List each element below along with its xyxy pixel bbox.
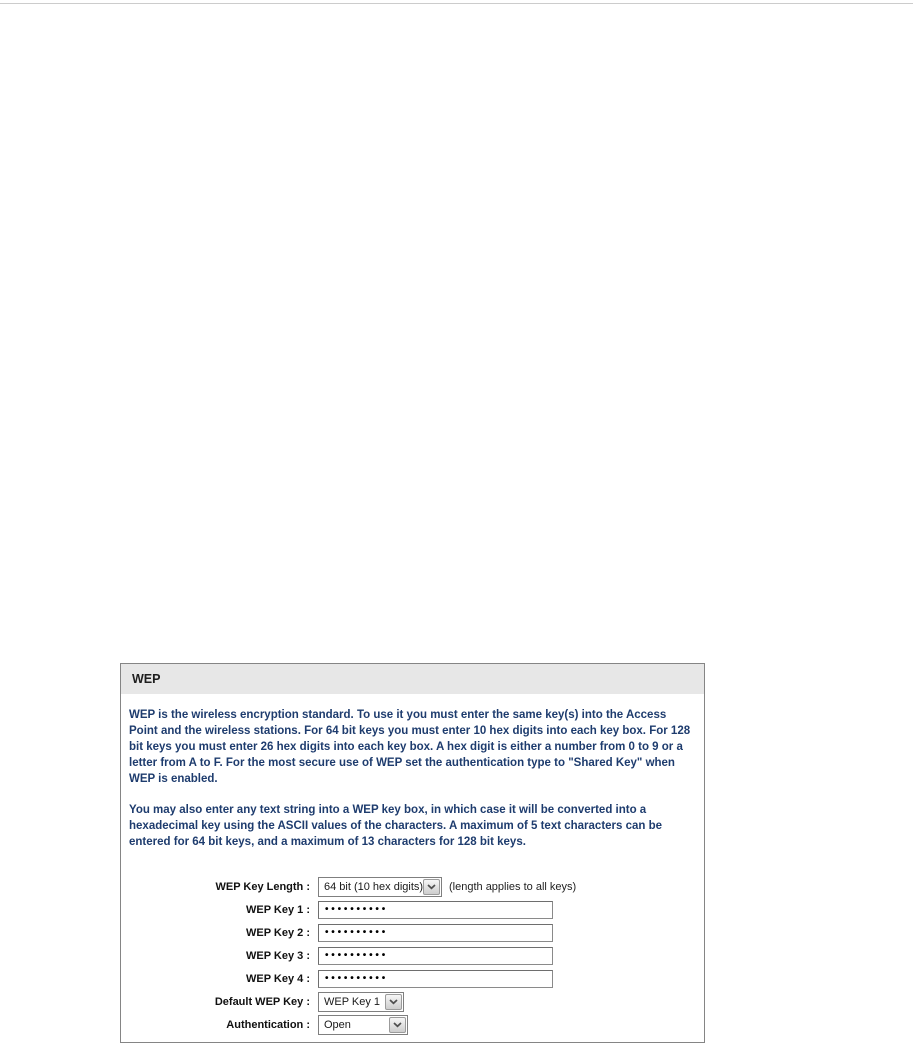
chevron-down-icon[interactable]: [423, 879, 440, 895]
page-top-rule: [0, 3, 913, 4]
wep-key-4-label: WEP Key 4 :: [246, 972, 310, 985]
default-wep-key-label: Default WEP Key :: [214, 995, 310, 1008]
authentication-selected-value: Open: [324, 1018, 351, 1031]
authentication-select[interactable]: [318, 1015, 408, 1035]
wep-key-length-label: WEP Key Length :: [215, 880, 310, 893]
wep-key-1-input[interactable]: [318, 901, 553, 919]
wep-key-3-input[interactable]: [318, 947, 553, 965]
wep-key-2-input[interactable]: [318, 924, 553, 942]
wep-key-length-row: [121, 875, 704, 898]
wep-key-3-label: WEP Key 3 :: [246, 949, 310, 962]
chevron-down-icon[interactable]: [385, 994, 402, 1010]
wep-settings-panel: [120, 663, 705, 1043]
wep-key-4-row: [121, 967, 704, 990]
wep-key-3-row: [121, 944, 704, 967]
panel-header: [121, 664, 704, 694]
wep-key-2-label: WEP Key 2 :: [246, 926, 310, 939]
wep-key-4-input[interactable]: [318, 970, 553, 988]
wep-key-2-row: [121, 921, 704, 944]
authentication-label: Authentication :: [226, 1018, 310, 1031]
default-wep-key-select[interactable]: [318, 992, 404, 1012]
panel-body: [121, 707, 704, 1036]
default-wep-key-selected-value: WEP Key 1: [324, 995, 381, 1008]
wep-key-length-note: (length applies to all keys): [449, 880, 577, 893]
wep-key-1-row: [121, 898, 704, 921]
wep-form: [121, 875, 704, 1036]
wep-description-paragraph: WEP is the wireless encryption standard. To use it you must enter the same key(s) into the Access Point and the wireless stations. For 64 bit keys you must enter 10 hex digits into each key box. For 128 bit keys you must enter 26 hex digits into each key box. A hex digit is either a number from 0 to 9 or a letter from A to F. For the most secure use of WEP set the authentication type to "Shared Key" when WEP is enabled.: [129, 709, 691, 785]
default-wep-key-row: [121, 990, 704, 1013]
chevron-down-icon[interactable]: [389, 1017, 406, 1033]
wep-ascii-note-paragraph: You may also enter any text string into a WEP key box, in which case it will be converted into a hexadecimal key using the ASCII values of the characters. A maximum of 5 text characters can be entered for 64 bit keys, and a maximum of 13 characters for 128 bit keys.: [129, 804, 663, 848]
authentication-row: [121, 1013, 704, 1036]
wep-key-length-selected-value: 64 bit (10 hex digits): [324, 880, 424, 893]
wep-key-length-select[interactable]: [318, 877, 442, 897]
wep-key-1-label: WEP Key 1 :: [246, 903, 310, 916]
panel-title: WEP: [132, 672, 161, 686]
